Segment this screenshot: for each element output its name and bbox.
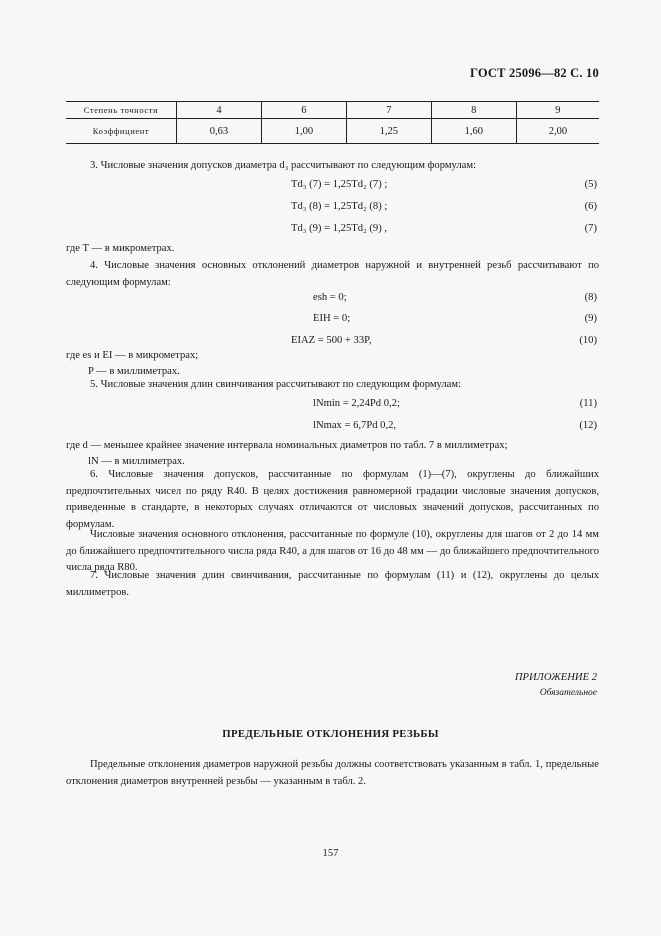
where-note: где T — в микрометрах. [66,243,175,254]
equation-number: (5) [584,179,597,190]
where-note: lN — в миллиметрах. [88,456,185,467]
table-cell: 1,00 [261,119,346,144]
equation-number: (11) [579,398,597,409]
where-note: где es и EI — в микрометрах; [66,350,199,361]
appendix-label: ПРИЛОЖЕНИЕ 2 [514,672,597,683]
table-row [66,119,599,144]
formula-9: EIH = 0; [313,313,351,324]
paragraph-6b: Числовые значения основного отклонения, рассчитанные по формуле (10), округлены для шагов от 2 до 14 мм до ближайшего предпочтительного числа ряда R40, а для шагов от 16 до 48 мм — до ближайшего предпочтительного числа ряда R80. [66,529,599,573]
equation-number: (8) [584,292,597,303]
formula-12: lNmax = 6,7Pd 0,2, [313,420,397,431]
table-cell: 6 [261,102,346,119]
formula-7: Td₃ (9) = 1,25Td₂ (9) , [291,223,388,234]
paragraph-5: 5. Числовые значения длин свинчивания рассчитывают по следующим формулам: [90,379,462,390]
table-cell: 1,25 [346,119,431,144]
section-heading: ПРЕДЕЛЬНЫЕ ОТКЛОНЕНИЯ РЕЗЬБЫ [222,728,439,740]
equation-number: (12) [579,420,597,431]
paragraph-3: 3. Числовые значения допусков диаметра d₃ рассчитывают по следующим формулам: [90,160,477,171]
page-number: 157 [322,848,339,859]
paragraph-7: 7. Числовые значения длин свинчивания, рассчитанные по формулам (11) и (12), округлены до целых миллиметров. [66,570,599,598]
table-cell: 0,63 [177,119,262,144]
formula-10: EIAZ = 500 + 33P, [291,335,372,346]
equation-number: (6) [584,201,597,212]
paragraph-4: 4. Числовые значения основных отклонений диаметров наружной и внутренней резьб рассчитывают по следующим формулам: [66,260,599,288]
equation-number: (10) [579,335,597,346]
table-cell: 1,60 [431,119,516,144]
appendix-status: Обязательное [539,688,597,698]
table-cell: 8 [431,102,516,119]
table-row [66,102,599,119]
table-cell: Коэффициент [66,119,177,144]
formula-6: Td₃ (8) = 1,25Td₂ (8) ; [291,201,388,212]
coefficient-table [66,101,599,144]
where-note: где d — меньшее крайнее значение интервала номинальных диаметров по табл. 7 в миллиметрах; [66,440,508,451]
formula-5: Td₃ (7) = 1,25Td₂ (7) ; [291,179,388,190]
table-cell: 7 [346,102,431,119]
paragraph-6: 6. Числовые значения допусков, рассчитанные по формулам (1)—(7), округлены до ближайших предпочтительных чисел по ряду R40. В целях достижения равномерной градации числовые значения допусков, приведенные в стандарте, в некоторых случаях отличаются от числовых значений допусков, рассчитанных по формулам. [66,469,599,530]
equation-number: (9) [584,313,597,324]
paragraph-last: Предельные отклонения диаметров наружной резьбы должны соответствовать указанным в табл. 1, предельные отклонения диаметров внутренней резьбы — указанным в табл. 2. [66,759,599,787]
table-cell: 2,00 [516,119,599,144]
where-note: P — в миллиметрах. [88,366,180,377]
equation-number: (7) [584,223,597,234]
formula-11: lNmin = 2,24Pd 0,2; [313,398,400,409]
table-cell: Степень точности [66,102,177,119]
table-cell: 4 [177,102,262,119]
formula-8: esh = 0; [313,292,347,303]
table-cell: 9 [516,102,599,119]
document-header: ГОСТ 25096—82 С. 10 [470,66,599,80]
